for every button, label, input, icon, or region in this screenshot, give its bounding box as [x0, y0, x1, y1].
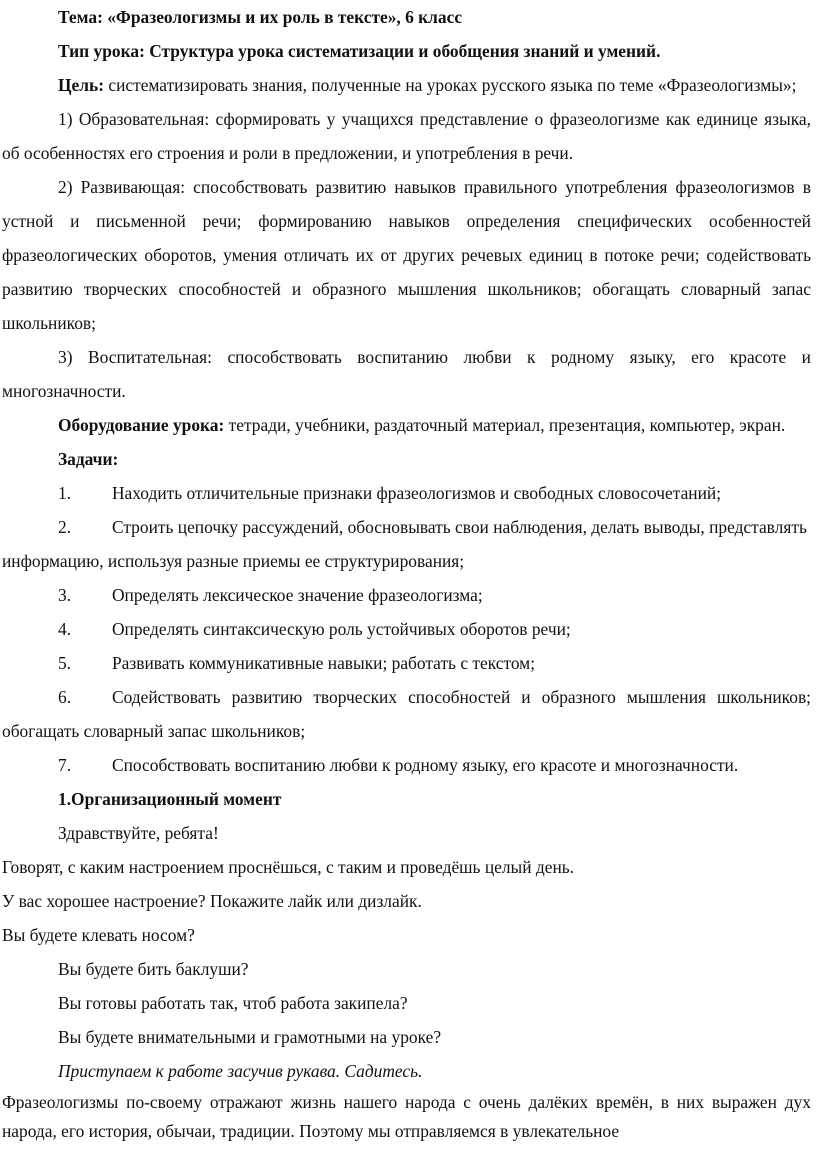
task-text: Находить отличительные признаки фразеологизмов и свободных словосочетаний;	[112, 483, 722, 503]
task-item	[2, 510, 811, 578]
section-title: 1.Организационный момент	[58, 789, 282, 809]
equipment-paragraph	[2, 408, 811, 442]
text-line: У вас хорошее настроение? Покажите лайк или дизлайк.	[2, 891, 422, 911]
final-paragraph: Фразеологизмы по-своему отражают жизнь нашего народа с очень далёких времён, в них выражен дух народа, его история, обычаи, традиции. Поэтому мы отправляемся в увлекательное	[2, 1092, 811, 1141]
text-line: Говорят, с каким настроением проснёшься, с таким и проведёшь целый день.	[2, 857, 575, 877]
task-item	[2, 748, 811, 782]
task-number: 5.	[58, 653, 72, 673]
task-number: 7.	[58, 755, 72, 775]
task-item	[2, 612, 811, 646]
task-number: 1.	[58, 483, 72, 503]
final-paragraph-wrap	[2, 1088, 811, 1146]
goal-label: Цель:	[58, 75, 104, 95]
tasks-title: Задачи:	[58, 449, 119, 469]
question-line: Вы будете внимательными и грамотными на уроке?	[58, 1027, 442, 1047]
objective-developmental: 2) Развивающая: способствовать развитию навыков правильного употребления фразеологизмов в устной и письменной речи; формированию навыков определения специфических особенностей фразеологических оборотов, умения отличать их от других речевых единиц в потоке речи; содействовать развитию творческих способностей и образного мышления школьников; обогащать словарный запас школьников;	[2, 177, 811, 333]
greeting-line: Здравствуйте, ребята!	[58, 823, 219, 843]
objective-educational: 1) Образовательная: сформировать у учащихся представление о фразеологизме как единице языка, об особенностях его строения и роли в предложении, и употребления в речи.	[2, 109, 811, 163]
question-line: Вы будете бить баклуши?	[58, 959, 249, 979]
task-item	[2, 476, 811, 510]
task-number: 6.	[58, 687, 72, 707]
task-text: Содействовать развитию творческих способностей и образного мышления школьников; обогащать словарный запас школьников;	[2, 687, 811, 741]
question-line: Вы готовы работать так, чтоб работа закипела?	[58, 993, 408, 1013]
objective-upbringing: 3) Воспитательная: способствовать воспитанию любви к родному языку, его красоте и многозначности.	[2, 347, 811, 401]
task-number: 3.	[58, 585, 72, 605]
equipment-text: тетради, учебники, раздаточный материал, презентация, компьютер, экран.	[224, 415, 786, 435]
task-number: 4.	[58, 619, 72, 639]
goal-text: систематизировать знания, полученные на уроках русского языка по теме «Фразеологизмы»;	[104, 75, 797, 95]
task-text: Строить цепочку рассуждений, обосновывать свои наблюдения, делать выводы, представлять информацию, используя разные приемы ее структурирования;	[2, 517, 807, 571]
task-text: Определять синтаксическую роль устойчивых оборотов речи;	[112, 619, 571, 639]
text-line: Вы будете клевать носом?	[2, 925, 195, 945]
lesson-type-line: Тип урока: Структура урока систематизации и обобщения знаний и умений.	[58, 41, 661, 61]
equipment-label: Оборудование урока:	[58, 415, 225, 435]
task-item	[2, 578, 811, 612]
task-text: Развивать коммуникативные навыки; работать с текстом;	[112, 653, 536, 673]
task-item	[2, 646, 811, 680]
task-item	[2, 680, 811, 748]
task-text: Определять лексическое значение фразеологизма;	[112, 585, 483, 605]
italic-line: Приступаем к работе засучив рукава. Садитесь.	[58, 1061, 423, 1081]
topic-line: Тема: «Фразеологизмы и их роль в тексте», 6 класс	[58, 7, 463, 27]
task-text: Способствовать воспитанию любви к родному языку, его красоте и многозначности.	[112, 755, 739, 775]
task-number: 2.	[58, 517, 72, 537]
goal-paragraph	[2, 68, 811, 102]
